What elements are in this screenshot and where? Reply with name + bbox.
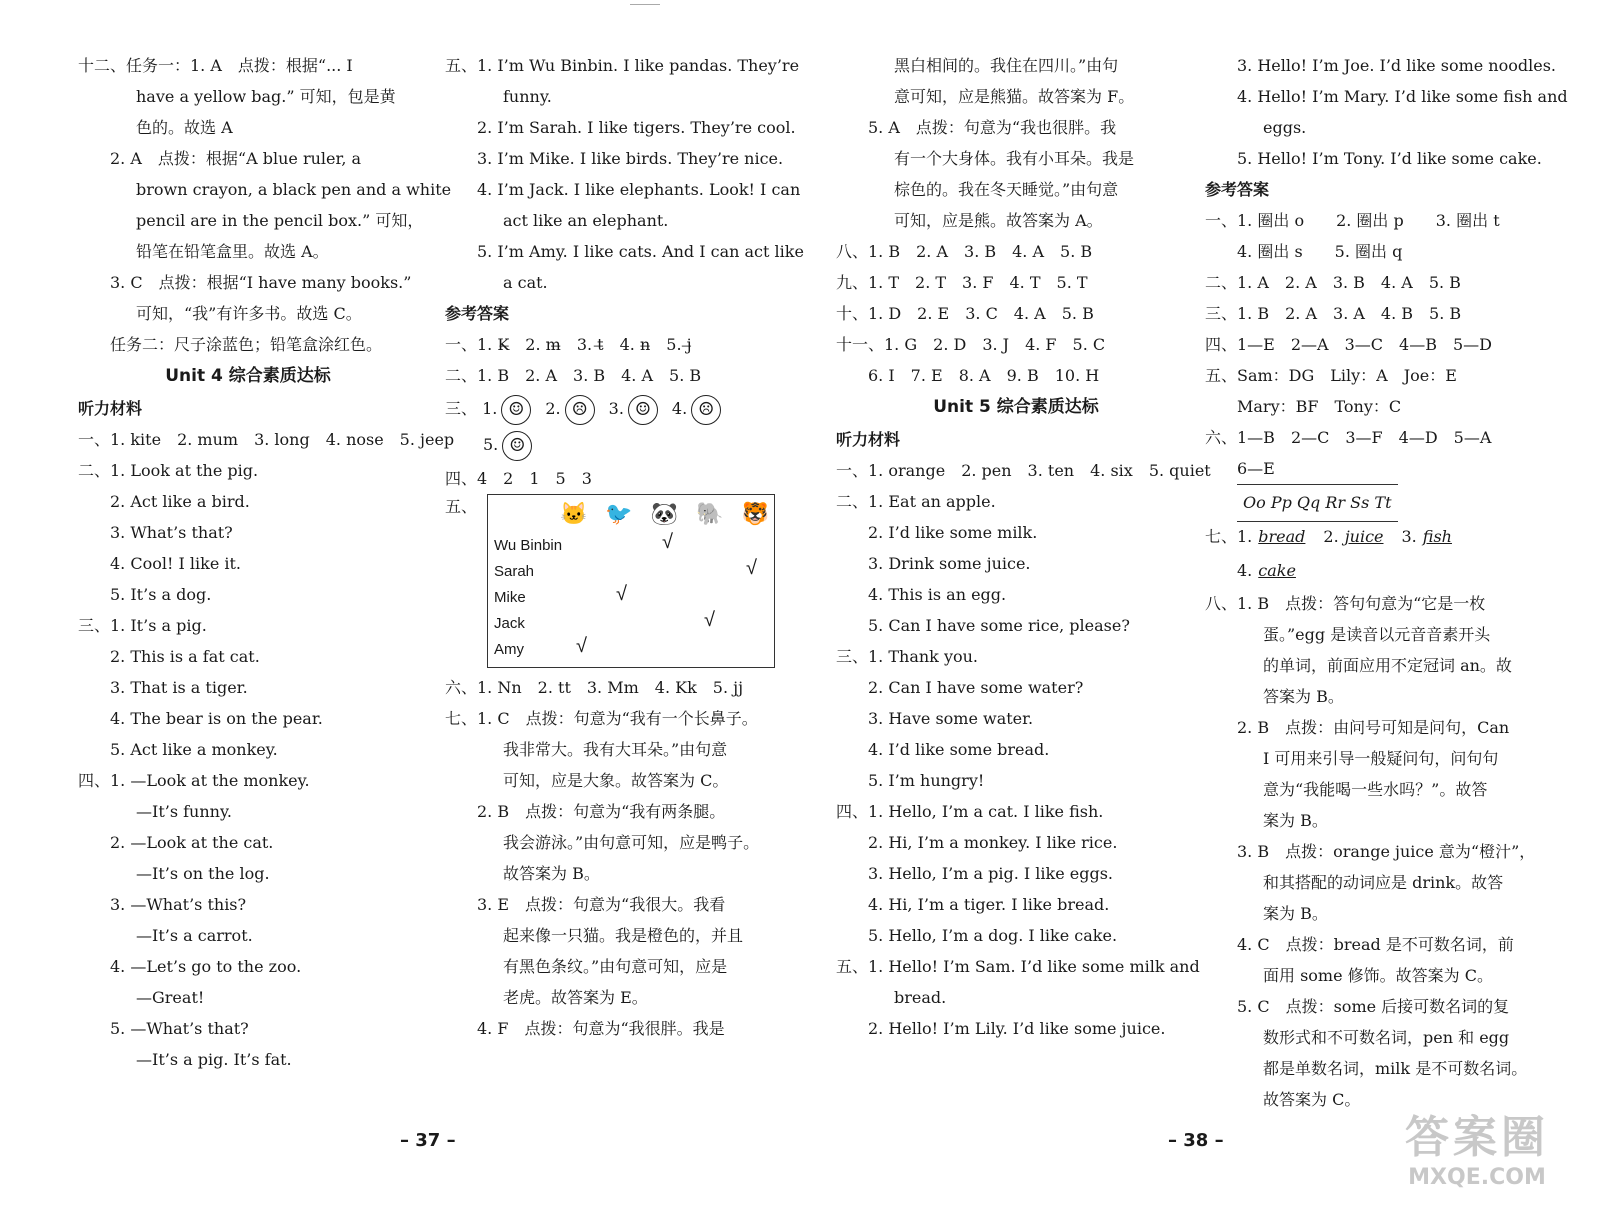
text-line: 3. Hello! I’m Joe. I’d like some noodles. — [1237, 56, 1556, 75]
text-line: 一、1. orange 2. pen 3. ten 4. six 5. quiet — [836, 461, 1211, 480]
watermark-logo — [1372, 1101, 1582, 1197]
text-line: 4. F 点拨：句意为“我很胖。我是 — [477, 1019, 725, 1038]
smiley-face-icon: ☺ — [501, 395, 531, 425]
text-line: 3. What’s that? — [110, 523, 233, 542]
faces-row — [445, 391, 790, 427]
text-line: 三、1. B 2. A 3. A 4. B 5. B — [1205, 304, 1462, 323]
text-line: 有一个大身体。我有小耳朵。我是 — [894, 149, 1135, 168]
panda-icon: 🐼 — [650, 501, 679, 526]
text-line: 3. That is a tiger. — [110, 678, 248, 697]
text-line: 5. Act like a monkey. — [110, 740, 278, 759]
text-line: a cat. — [503, 273, 548, 292]
text-line: 六、1. Nn 2. tt 3. Mm 4. Kk 5. jj — [445, 678, 744, 697]
text-line: act like an elephant. — [503, 211, 669, 230]
text-line: 2. Hi, I’m a monkey. I like rice. — [868, 833, 1118, 852]
elephant-icon: 🐘 — [696, 501, 724, 526]
text-line: 一、1. 圈出 o 2. 圈出 p 3. 圈出 t — [1205, 211, 1500, 230]
text-line: 4. —Let’s go to the zoo. — [110, 957, 302, 976]
check-mark: √ — [662, 531, 673, 553]
item-number: 4. — [1237, 561, 1253, 580]
text-line: 三、1. It’s a pig. — [78, 616, 207, 635]
table-name: Mike — [494, 589, 526, 606]
text-line: 三、1. Thank you. — [836, 647, 979, 666]
smiley-face-icon: ☺ — [628, 395, 658, 425]
text-line: 意可知，应是熊猫。故答案为 F。 — [894, 87, 1135, 106]
item-number: 2. — [1323, 527, 1339, 546]
animal-icons — [560, 501, 769, 527]
sad-face-icon: ☹ — [565, 395, 595, 425]
text-line: 4. Hi, I’m a tiger. I like bread. — [868, 895, 1110, 914]
face-number: 2. — [545, 399, 561, 418]
column-1 — [78, 50, 455, 1075]
page-number-right: – 38 – — [1168, 1130, 1224, 1151]
tiger-icon: 🐯 — [741, 501, 770, 526]
text-line: eggs. — [1263, 118, 1307, 137]
text-line: 四、1. Hello, I’m a cat. I like fish. — [836, 802, 1104, 821]
text-line: 蛋。”egg 是读音以元音音素开头 — [1263, 625, 1491, 644]
text-line: 5. A 点拨：句意为“我也很胖。我 — [868, 118, 1117, 137]
text-line: 3. Drink some juice. — [868, 554, 1031, 573]
text-line: 铅笔在铅笔盒里。故选 A。 — [136, 242, 329, 261]
table-name: Sarah — [494, 563, 535, 580]
check-mark: √ — [704, 609, 715, 631]
text-line: 和其搭配的动词应是 drink。故答 — [1263, 873, 1504, 892]
text-line: 二、1. A 2. A 3. B 4. A 5. B — [1205, 273, 1461, 292]
column-3 — [836, 50, 1211, 1044]
text-line: 十一、1. G 2. D 3. J 4. F 5. C — [836, 335, 1106, 354]
text-line: 可知，应是熊。故答案为 A。 — [894, 211, 1103, 230]
page-number-left: – 37 – — [400, 1130, 456, 1151]
text-line: 4. C 点拨：bread 是不可数名词，前 — [1237, 935, 1514, 954]
section-heading: 参考答案 — [1205, 180, 1270, 199]
check-mark: √ — [576, 635, 587, 657]
text-line: 2. B 点拨：句意为“我有两条腿。 — [477, 802, 726, 821]
text-line: —It’s a carrot. — [136, 926, 253, 945]
text-line: 四、1—E 2—A 3—C 4—B 5—D — [1205, 335, 1492, 354]
text-line: 4. The bear is on the pear. — [110, 709, 323, 728]
text-line: 3. Have some water. — [868, 709, 1034, 728]
text-line: Mary：BF Tony：C — [1237, 397, 1402, 416]
animal-check-table — [487, 494, 775, 668]
handwritten-word: cake — [1258, 561, 1296, 580]
text-line: 5. I’m Amy. I like cats. And I can act like — [477, 242, 804, 261]
table-names — [494, 533, 562, 663]
text-line: 3. —What’s this? — [110, 895, 247, 914]
table-name: Amy — [494, 641, 524, 658]
text-line: 5. Hello! I’m Tony. I’d like some cake. — [1237, 149, 1542, 168]
face-number: 1. — [482, 399, 498, 418]
watermark-url: MXQE.COM — [1408, 1165, 1546, 1190]
text-line: 故答案为 B。 — [503, 864, 600, 883]
sad-face-icon: ☹ — [691, 395, 721, 425]
cat-icon: 🐱 — [560, 501, 588, 526]
handwritten-word: juice — [1344, 527, 1384, 546]
text-line: 棕色的。我在冬天睡觉。”由句意 — [894, 180, 1119, 199]
text-line: 2. —Look at the cat. — [110, 833, 274, 852]
text-line: 3. Hello, I’m a pig. I like eggs. — [868, 864, 1114, 883]
text-line: 一、1. K̶ 2. m̶ 3. t̶ 4. n̶ 5. j̶ — [445, 335, 692, 354]
table-label: 五、 — [445, 497, 478, 516]
text-line: —It’s on the log. — [136, 864, 270, 883]
text-line: 2. Can I have some water? — [868, 678, 1084, 697]
table-name: Wu Binbin — [494, 537, 563, 554]
text-line: 黑白相间的。我住在四川。”由句 — [894, 56, 1119, 75]
text-line: I 可用来引导一般疑问句，问句句 — [1263, 749, 1499, 768]
word-answer-row — [1205, 520, 1550, 554]
column-2 — [445, 50, 804, 1044]
text-line: 意为“我能喝一些水吗？”。故答 — [1263, 780, 1488, 799]
text-line: 4. Cool! I like it. — [110, 554, 242, 573]
letters-row — [1205, 484, 1550, 520]
text-line: 5. C 点拨：some 后接可数名词的复 — [1237, 997, 1510, 1016]
text-line: —Great! — [136, 988, 205, 1007]
text-line: 的单词，前面应用不定冠词 an。故 — [1263, 656, 1512, 675]
text-line: 我非常大。我有大耳朵。”由句意 — [503, 740, 728, 759]
table-section — [445, 494, 790, 672]
text-line: 二、1. Eat an apple. — [836, 492, 996, 511]
handwritten-word: fish — [1422, 527, 1452, 546]
text-line: 2. B 点拨：由问号可知是问句，Can — [1237, 718, 1510, 737]
text-line: 案为 B。 — [1263, 904, 1328, 923]
text-line: 色的。故选 A — [136, 118, 233, 137]
text-line: 四、1. —Look at the monkey. — [78, 771, 310, 790]
check-mark: √ — [616, 583, 627, 605]
face-number: 4. — [671, 399, 688, 418]
text-line: 5. It’s a dog. — [110, 585, 212, 604]
text-line: 我会游泳。”由句意可知，应是鸭子。 — [503, 833, 760, 852]
text-line: 六、1—B 2—C 3—F 4—D 5—A — [1205, 428, 1492, 447]
text-line: 3. I’m Mike. I like birds. They’re nice. — [477, 149, 784, 168]
text-line: —It’s funny. — [136, 802, 232, 821]
text-line: 4. I’m Jack. I like elephants. Look! I can — [477, 180, 801, 199]
item-number: 3. — [1401, 527, 1417, 546]
text-line: 4. I’d like some bread. — [868, 740, 1050, 759]
text-line: bread. — [894, 988, 947, 1007]
text-line: 可知，“我”有许多书。故选 C。 — [136, 304, 362, 323]
item-number: 七、1. — [1205, 527, 1253, 546]
text-line: 一、1. kite 2. mum 3. long 4. nose 5. jeep — [78, 430, 455, 449]
text-line: pencil are in the pencil box.” 可知， — [136, 211, 424, 230]
text-line: 八、1. B 点拨：答句句意为“它是一枚 — [1205, 594, 1486, 613]
text-line: 故答案为 C。 — [1263, 1090, 1361, 1109]
text-line: 4. This is an egg. — [868, 585, 1007, 604]
text-line: 数形式和不可数名词，pen 和 egg — [1263, 1028, 1510, 1047]
text-line: 都是单数名词，milk 是不可数名词。 — [1263, 1059, 1528, 1078]
text-line: have a yellow bag.” 可知，包是黄 — [136, 87, 396, 106]
text-line: 2. I’d like some milk. — [868, 523, 1038, 542]
text-line: 2. Act like a bird. — [110, 492, 250, 511]
column-4 — [1205, 50, 1568, 1115]
text-line: 五、1. I’m Wu Binbin. I like pandas. They’re — [445, 56, 800, 75]
text-line: funny. — [503, 87, 552, 106]
text-line: 案为 B。 — [1263, 811, 1328, 830]
section-heading: 听力材料 — [836, 430, 901, 449]
text-line: 5. Hello, I’m a dog. I like cake. — [868, 926, 1118, 945]
text-line: 七、1. C 点拨：句意为“我有一个长鼻子。 — [445, 709, 758, 728]
faces-label: 三、 — [445, 399, 478, 418]
text-line: 五、1. Hello! I’m Sam. I’d like some milk and — [836, 957, 1200, 976]
top-edge-mark — [630, 4, 660, 5]
text-line: 5. I’m hungry! — [868, 771, 985, 790]
text-line: 4. 圈出 s 5. 圈出 q — [1237, 242, 1403, 261]
text-line: 2. Hello! I’m Lily. I’d like some juice. — [868, 1019, 1166, 1038]
text-line: 起来像一只猫。我是橙色的，并且 — [503, 926, 744, 945]
text-line: 老虎。故答案为 E。 — [503, 988, 648, 1007]
text-line: 6. I 7. E 8. A 9. B 10. H — [868, 366, 1100, 385]
text-line: 答案为 B。 — [1263, 687, 1344, 706]
check-mark: √ — [746, 557, 757, 579]
text-line: 有黑色条纹。”由句意可知，应是 — [503, 957, 728, 976]
text-line: 5. —What’s that? — [110, 1019, 249, 1038]
text-line: brown crayon, a black pen and a white — [136, 180, 452, 199]
bird-icon: 🐦 — [605, 501, 633, 526]
unit-heading: Unit 5 综合素质达标 — [933, 397, 1099, 417]
text-line: 面用 some 修饰。故答案为 C。 — [1263, 966, 1493, 985]
text-line: 五、Sam：DG Lily：A Joe：E — [1205, 366, 1457, 385]
text-line: 4. Hello! I’m Mary. I’d like some fish and — [1237, 87, 1568, 106]
answer-line: 四、4 2 1 5 3 — [445, 469, 592, 488]
text-line: 二、1. B 2. A 3. B 4. A 5. B — [445, 366, 702, 385]
word-answer-row — [1205, 554, 1550, 588]
text-line: 3. C 点拨：根据“I have many books.” — [110, 273, 412, 292]
text-line: 十二、任务一：1. A 点拨：根据“... I — [78, 56, 353, 75]
text-line: 任务二：尺子涂蓝色；铅笔盒涂红色。 — [110, 335, 383, 354]
watermark-text: 答案圈 — [1405, 1112, 1549, 1163]
text-line: 2. This is a fat cat. — [110, 647, 260, 666]
text-line: 3. B 点拨：orange juice 意为“橙汁”， — [1237, 842, 1536, 861]
face-number: 3. — [608, 399, 624, 418]
handwritten-letters: Oo Pp Qq Rr Ss Tt — [1237, 484, 1398, 522]
text-line: 6—E — [1237, 459, 1275, 478]
text-line: —It’s a pig. It’s fat. — [136, 1050, 292, 1069]
text-line: 2. A 点拨：根据“A blue ruler, a — [110, 149, 362, 168]
text-line: 2. I’m Sarah. I like tigers. They’re cool. — [477, 118, 796, 137]
section-heading: 参考答案 — [445, 304, 510, 323]
text-line: 3. E 点拨：句意为“我很大。我看 — [477, 895, 726, 914]
text-line: 八、1. B 2. A 3. B 4. A 5. B — [836, 242, 1093, 261]
text-line: 二、1. Look at the pig. — [78, 461, 259, 480]
table-name: Jack — [494, 615, 525, 632]
text-line: 九、1. T 2. T 3. F 4. T 5. T — [836, 273, 1088, 292]
unit-heading: Unit 4 综合素质达标 — [165, 366, 331, 386]
text-line: 十、1. D 2. E 3. C 4. A 5. B — [836, 304, 1094, 323]
faces-row-2 — [445, 427, 790, 463]
face-number: 5. — [483, 435, 499, 454]
smiley-face-icon: ☺ — [502, 431, 532, 461]
text-line: 5. Can I have some rice, please? — [868, 616, 1130, 635]
text-line: 可知，应是大象。故答案为 C。 — [503, 771, 729, 790]
handwritten-word: bread — [1258, 527, 1306, 546]
section-heading: 听力材料 — [78, 399, 143, 418]
